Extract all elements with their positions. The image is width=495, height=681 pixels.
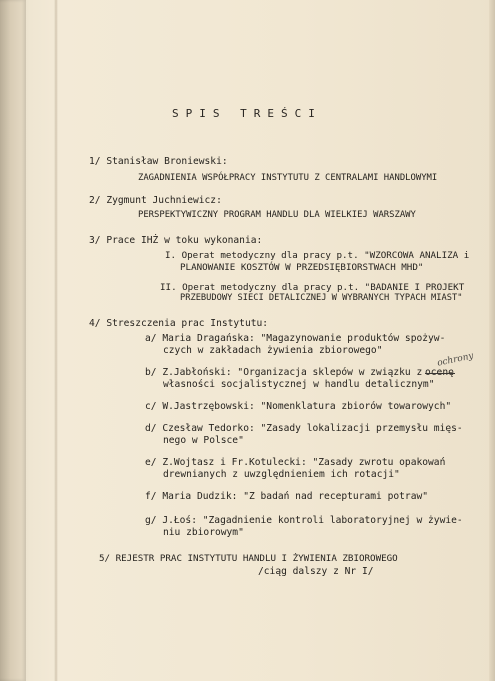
summary-d-line-2: nego w Polsce" [163,435,244,446]
summary-e-line-2: drewnianych z uwzględnieniem ich rotacji" [163,469,400,480]
page-edge [489,0,495,681]
summary-d-line-1: d/ Czesław Tedorko: "Zasady lokalizacji przemysłu mięs- [145,423,463,434]
section-2-title: PERSPEKTYWICZNY PROGRAM HANDLU DLA WIELKIEJ WARSZAWY [138,210,416,220]
summary-g-line-1: g/ J.Łoś: "Zagadnienie kontroli laboratoryjnej w żywie- [145,515,463,526]
section-3-item-i-line-2: PLANOWANIE KOSZTÓW W PRZEDSIĘBIORSTWACH MHD" [180,262,424,273]
summary-a-line-2: czych w zakładach żywienia zbiorowego" [163,345,383,356]
section-3-heading: 3/ Prace IHŻ w toku wykonania: [89,235,263,246]
handwritten-correction: ochrony [436,351,475,369]
section-4-heading: 4/ Streszczenia prac Instytutu: [89,318,269,329]
page-fold [54,0,58,681]
strikethrough-line [425,373,455,374]
section-3-item-ii-line-2: PRZEBUDOWY SIECI DETALICZNEJ W WYBRANYCH TYPACH MIAST" [180,293,463,303]
summary-b-line-2: własności socjalistycznej w handlu detalicznym" [163,379,435,390]
page-binding [0,0,26,681]
section-1-heading: 1/ Stanisław Broniewski: [89,156,228,167]
section-3-item-i-line-1: I. Operat metodyczny dla pracy p.t. "WZORCOWA ANALIZA i [165,250,470,261]
page-title: SPIS TREŚCI [172,107,322,120]
section-1-title: ZAGADNIENIA WSPÓŁPRACY INSTYTUTU Z CENTRALAMI HANDLOWYMI [138,173,438,183]
summary-a-line-1: a/ Maria Dragańska: "Magazynowanie produktów spożyw- [145,333,446,344]
section-3-item-ii-line-1: II. Operat metodyczny dla pracy p.t. "BADANIE I PROJEKT [160,282,465,293]
section-5-heading: 5/ REJESTR PRAC INSTYTUTU HANDLU I ŻYWIENIA ZBIOROWEGO [99,553,398,564]
summary-c-line-1: c/ W.Jastrzębowski: "Nomenklatura zbiorów towarowych" [145,401,452,412]
section-5-continuation: /ciąg dalszy z Nr I/ [258,566,374,577]
section-2-heading: 2/ Zygmunt Juchniewicz: [89,195,222,206]
summary-f-line-1: f/ Maria Dudzik: "Z badań nad recepturami potraw" [145,491,429,502]
summary-e-line-1: e/ Z.Wojtasz i Fr.Kotulecki: "Zasady zwrotu opakowań [145,457,446,468]
summary-g-line-2: niu zbiorowym" [163,527,244,538]
summary-b-line-1: b/ Z.Jabłoński: "Organizacja sklepów w związku z [145,367,423,378]
